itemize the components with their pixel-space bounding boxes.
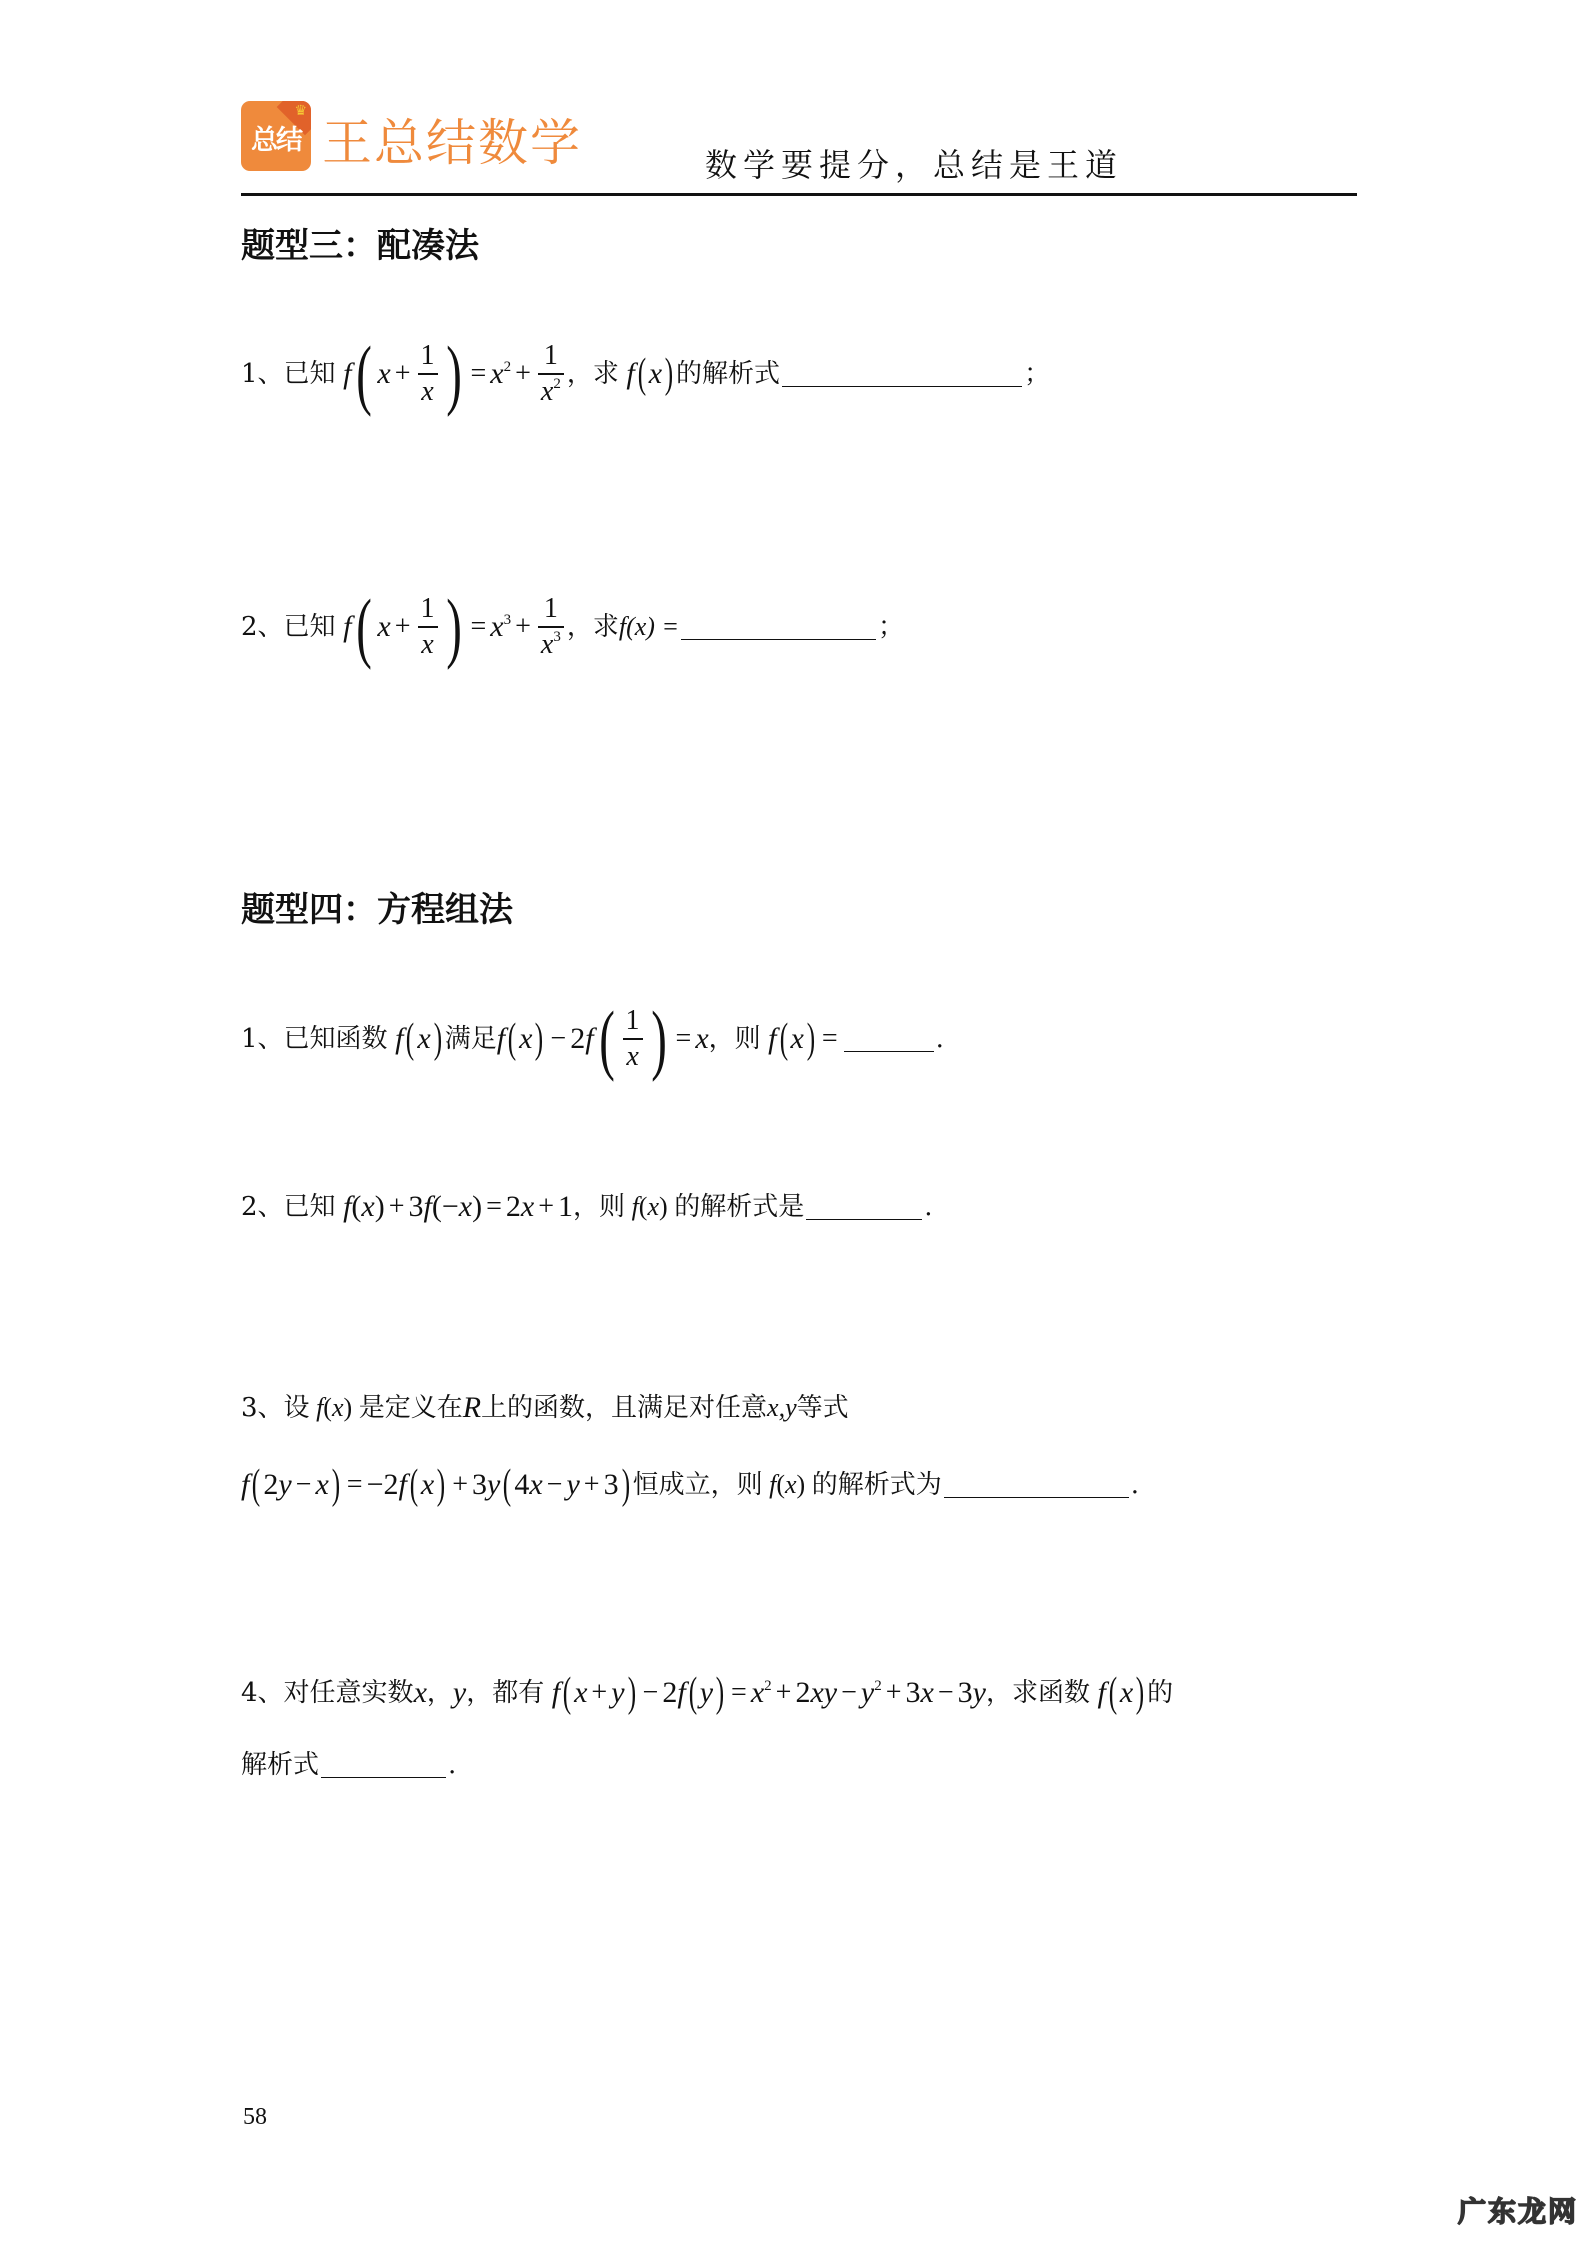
brand-name: 王总结数学 [322,114,582,172]
logo-badge [241,101,311,171]
math-expr: f [335,357,352,390]
slogan: 数学要提分，总结是王道 [705,147,1124,183]
page-number: 58 [243,2104,267,2130]
question-4-3-line1: 3、 设 f ( x ) 是定义在 R 上的函数，且满足对任意 x,y 等式 [241,1391,849,1424]
question-3-1: 1、 已知 f ( x + $\frac{1}{x}$ ) = $x^2$ + $\frac{1}{x^2}$ ，求 f ( x ) 的解析式 ； [241,330,1051,417]
crown-icon: ♛ [294,104,307,119]
question-4-2: 2、 已知 f ( x ) + 3 f (− x ) = 2 x + 1 ，则 f ( x ) 的解析式是 . [241,1190,933,1223]
answer-blank[interactable] [844,1027,934,1052]
watermark: 广东龙网 [1458,2195,1579,2228]
question-4-4-line2: 解析式 . [241,1750,457,1780]
logo-glyph: 总结 [251,125,301,156]
section-title-3: 题型三：配凑法 [241,226,479,266]
question-3-2: 2、 已知 f ( x + $\frac{1}{x}$ ) = $x^3$ + $\frac{1}{x^3}$ ，求 f(x) = ； [241,583,905,670]
answer-blank[interactable] [681,615,876,640]
question-4-3-line2: f ( 2 y − x ) = −2 f ( x ) + 3 y ( 4 x − y + 3 ) 恒成立，则 f ( x ) 的解析式为 . [241,1462,1139,1508]
question-4-1: 1、 已知函数 f ( x ) 满足 f ( x ) − 2 f ( $\frac{1}{x}$ ) = x ，则 f ( x ) = . [241,995,944,1082]
answer-blank[interactable] [321,1753,446,1778]
answer-blank[interactable] [782,362,1022,387]
header-divider [241,193,1357,196]
answer-blank[interactable] [806,1195,922,1220]
question-4-4-line1: 4、 对任意实数 x ， y ，都有 f ( x + y ) − 2 f ( y ) = $x^2$ + 2 xy − $y^2$ + 3 x − 3 y ，求函数 f ( x ) 的 [241,1670,1174,1716]
section-title-4: 题型四：方程组法 [241,890,513,930]
answer-blank[interactable] [944,1473,1129,1498]
